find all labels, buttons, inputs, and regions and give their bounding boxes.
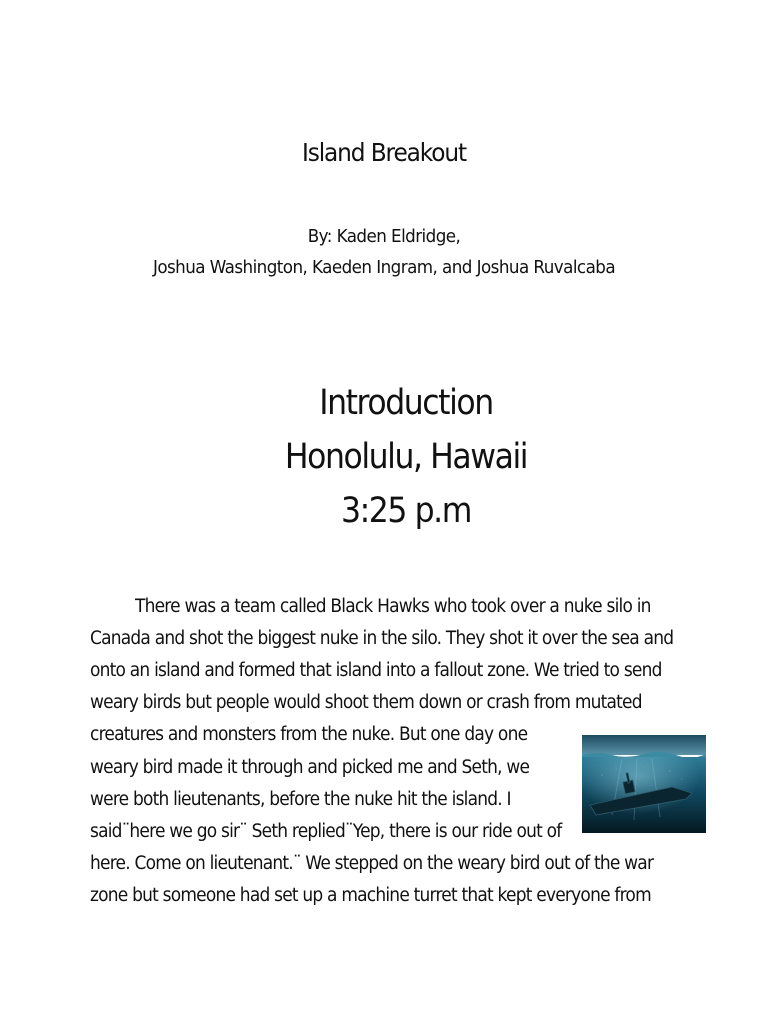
section-heading-time: 3:25 p.m [341, 491, 471, 531]
body-line: said¨here we go sir¨ Seth replied¨Yep, there is our ride out of [90, 821, 562, 842]
body-line: zone but someone had set up a machine turret that kept everyone from [90, 885, 651, 906]
body-line: were both lieutenants, before the nuke hit the island. I [90, 789, 511, 810]
document-title: Island Breakout [301, 138, 467, 167]
body-line: There was a team called Black Hawks who took over a nuke silo in [135, 596, 651, 617]
byline-line-2: Joshua Washington, Kaeden Ingram, and Joshua Ruvalcaba [152, 257, 616, 278]
body-line: onto an island and formed that island into a fallout zone. We tried to send [90, 660, 662, 681]
section-heading-introduction: Introduction [319, 383, 493, 423]
body-line: here. Come on lieutenant.¨ We stepped on the weary bird out of the war [90, 853, 654, 874]
body-line: weary bird made it through and picked me and Seth, we [90, 757, 530, 778]
section-heading-location: Honolulu, Hawaii [284, 437, 528, 477]
byline-line-1: By: Kaden Eldridge, [307, 226, 461, 247]
body-line: weary birds but people would shoot them down or crash from mutated [90, 692, 642, 713]
body-line: Canada and shot the biggest nuke in the silo. They shot it over the sea and [90, 628, 674, 649]
underwater-submarine-image [582, 735, 706, 833]
body-line: creatures and monsters from the nuke. But one day one [90, 724, 528, 745]
